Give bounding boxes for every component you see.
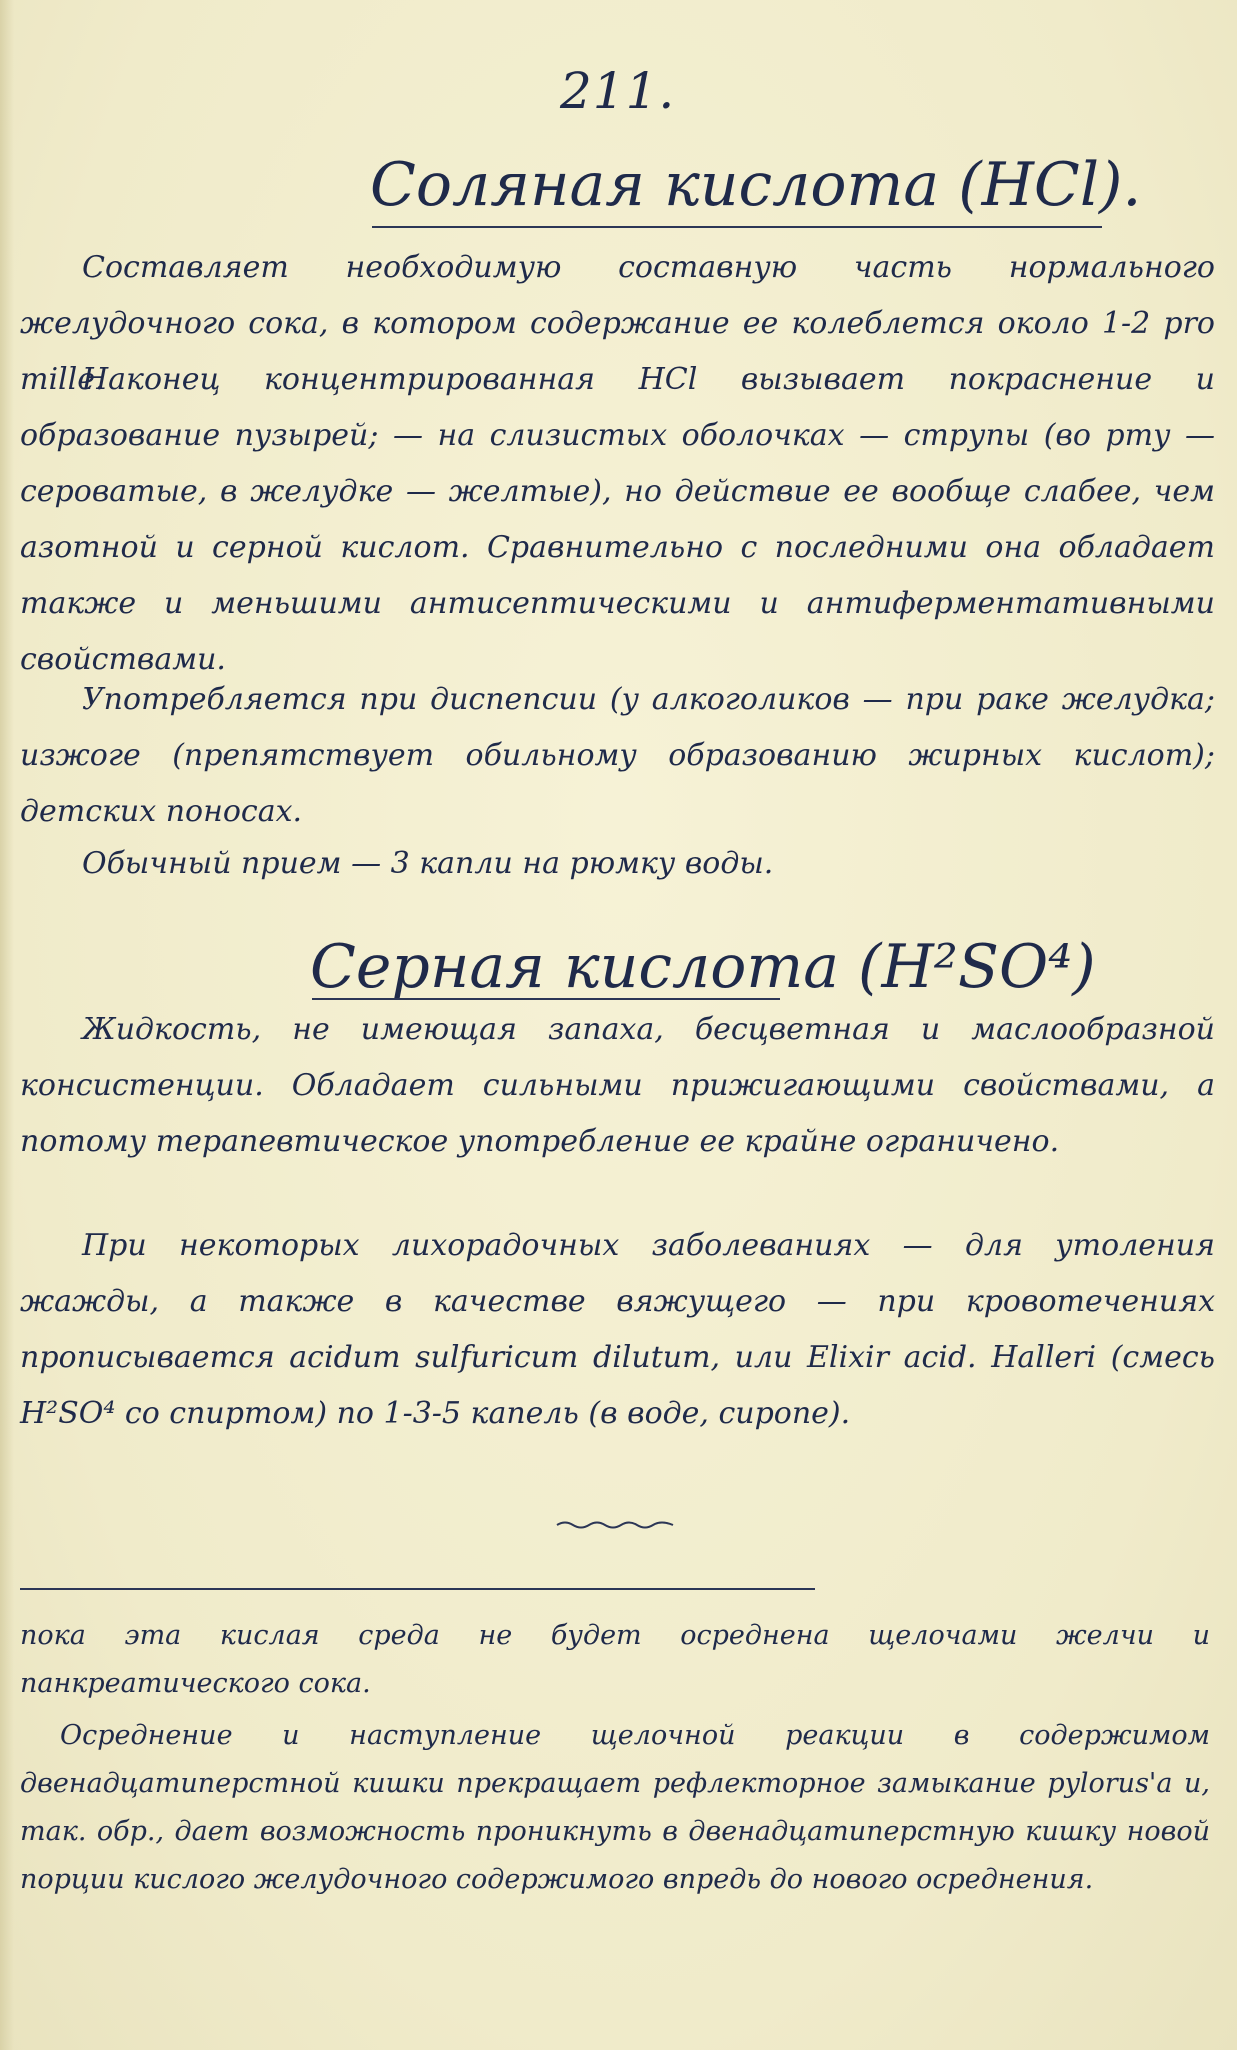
page-number: 211.: [560, 62, 676, 120]
footnote-divider: [20, 1588, 815, 1590]
paragraph: Жидкость, не имеющая запаха, бесцветная и маслообразной консистенции. Обладает сильными прижигающими свойствами, а потому терапевтическое употребление ее крайне ограничено.: [20, 1012, 1215, 1159]
title-underline: [312, 998, 780, 1000]
footnote: пока эта кислая среда не будет осреднена щелочами желчи и панкреатического сока.: [20, 1620, 1210, 1699]
paragraph: Обычный прием — 3 капли на рюмку воды.: [82, 846, 774, 881]
paragraph: Употребляется при диспепсии (у алкоголиков — при раке желудка; изжоге (препятствует обильному образованию жирных кислот); детских поносах.: [20, 682, 1215, 829]
paper-edge: [0, 0, 14, 2050]
paragraph: При некоторых лихорадочных заболеваниях — для утоления жажды, а также в качестве вяжущего — при кровотечениях прописывается acidum sulfuricum dilutum, или Elixir acid. Halleri (смесь H²SO⁴ со спиртом) по 1-3-5 капель (в воде, сиропе).: [20, 1228, 1215, 1431]
paragraph: Составляет необходимую составную часть нормального желудочного сока, в котором содержание ее колеблется около 1-2 pro mille.: [20, 250, 1215, 397]
section-title-h2so4: Серная кислота (H²SO⁴): [310, 932, 1096, 1002]
footnote: Осреднение и наступление щелочной реакции в содержимом двенадцатиперстной кишки прекращает рефлекторное замыкание pylorus'а и, так. обр., дает возможность проникнуть в двенадцатиперстную кишку новой порции кислого желудочного содержимого впредь до нового осреднения.: [20, 1720, 1210, 1895]
paragraph: Наконец концентрированная HCl вызывает покраснение и образование пузырей; — на слизистых оболочках — струпы (во рту — сероватые, в желудке — желтые), но действие ее вообще слабее, чем азотной и серной кислот. Сравнительно с последними она обладает также и меньшими антисептическими и антиферментативными свойствами.: [20, 362, 1215, 677]
section-title-hcl: Соляная кислота (HCl).: [370, 150, 1142, 220]
section-end-ornament: [555, 1518, 675, 1530]
title-underline: [372, 226, 1102, 228]
